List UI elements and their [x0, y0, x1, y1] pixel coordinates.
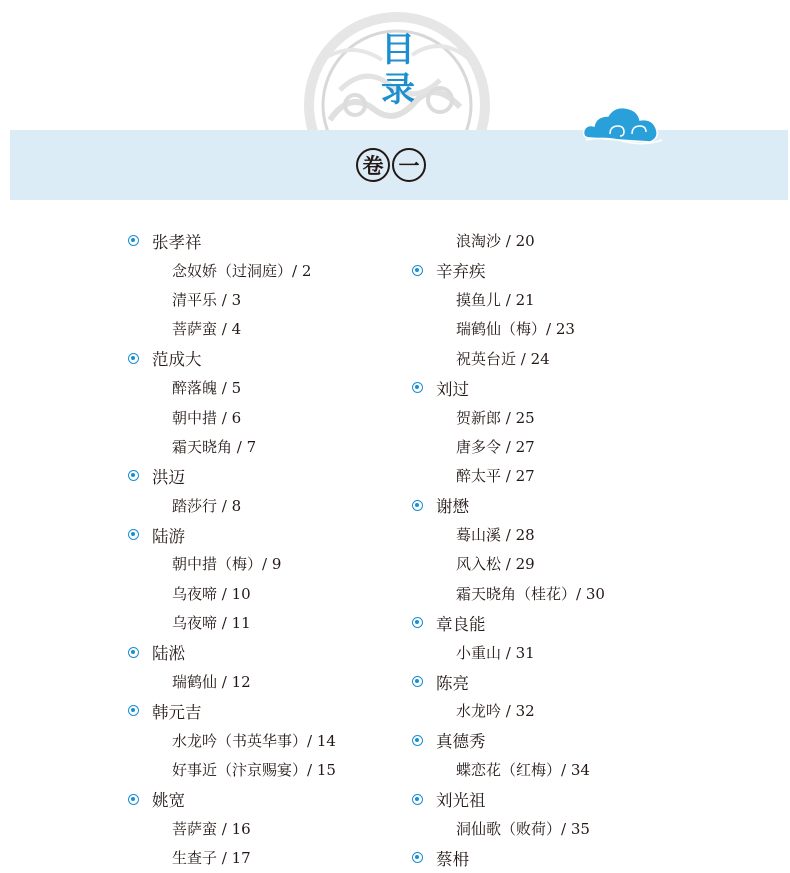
- toc-entry[interactable]: [412, 755, 605, 784]
- toc-entry[interactable]: [412, 226, 605, 255]
- toc-author[interactable]: [128, 696, 336, 725]
- bullet-icon: [128, 647, 139, 658]
- toc-entry-label: 瑞鹤仙（梅）/ 23: [456, 320, 575, 339]
- toc-entry[interactable]: [128, 755, 336, 784]
- toc-entry[interactable]: [412, 520, 605, 549]
- toc-entry[interactable]: [128, 432, 336, 461]
- toc-entry[interactable]: [128, 549, 336, 578]
- toc-entry[interactable]: [412, 461, 605, 490]
- toc-entry-label: 朝中措（梅）/ 9: [172, 555, 282, 574]
- volume-badge: 一: [392, 148, 426, 182]
- bullet-icon: [128, 529, 139, 540]
- toc-entry-label: 贺新郎 / 25: [456, 408, 535, 427]
- toc-entry[interactable]: [412, 402, 605, 431]
- toc-author-label: 刘过: [436, 379, 469, 399]
- bullet-icon: [412, 265, 423, 276]
- page-title-char: 目: [381, 30, 415, 70]
- toc-entry[interactable]: [128, 726, 336, 755]
- toc-entry[interactable]: [128, 373, 336, 402]
- toc-author-label: 辛弃疾: [436, 262, 486, 282]
- bullet-icon: [128, 705, 139, 716]
- toc-entry-label: 祝英台近 / 24: [456, 349, 550, 368]
- toc-author-label: 张孝祥: [152, 232, 202, 252]
- toc-author[interactable]: [412, 667, 605, 696]
- toc-entry-label: 好事近（汴京赐宴）/ 15: [172, 761, 336, 780]
- toc-entry-label: 菩萨蛮 / 16: [172, 820, 251, 838]
- toc-entry[interactable]: [128, 579, 336, 608]
- toc-author[interactable]: [412, 784, 605, 813]
- toc-entry-label: 瑞鹤仙 / 12: [172, 673, 251, 692]
- toc-entry-label: 醉太平 / 27: [456, 467, 535, 486]
- toc-author-label: 章良能: [436, 614, 486, 634]
- toc-entry-label: 乌夜啼 / 10: [172, 584, 251, 603]
- toc-entry[interactable]: [412, 637, 605, 666]
- toc-author-label: 洪迈: [152, 467, 185, 487]
- bullet-icon: [128, 470, 139, 481]
- toc-entry[interactable]: [128, 255, 336, 284]
- toc-entry[interactable]: [128, 843, 336, 872]
- bullet-icon: [412, 794, 423, 805]
- volume-badge: 卷: [356, 148, 390, 182]
- toc-author[interactable]: [128, 637, 336, 666]
- toc-right-column: [412, 226, 605, 873]
- toc-entry-label: 菩萨蛮 / 4: [172, 320, 242, 339]
- page-title: [378, 30, 418, 110]
- toc-entry[interactable]: [412, 696, 605, 725]
- toc-entry[interactable]: [412, 549, 605, 578]
- toc-author-label: 陆游: [152, 526, 185, 546]
- bullet-icon: [412, 735, 423, 746]
- toc-author[interactable]: [412, 373, 605, 402]
- toc-entry-label: 生查子 / 17: [172, 849, 251, 868]
- bullet-icon: [128, 235, 139, 246]
- toc-entry[interactable]: [128, 608, 336, 637]
- toc-author[interactable]: [412, 255, 605, 284]
- toc-author[interactable]: [128, 784, 336, 813]
- toc-entry-label: 洞仙歌（败荷）/ 35: [456, 820, 590, 838]
- toc-author-label: 谢懋: [436, 497, 469, 517]
- toc-author[interactable]: [128, 461, 336, 490]
- toc-entry-label: 浪淘沙 / 20: [456, 232, 535, 251]
- toc-entry-label: 念奴娇（过洞庭）/ 2: [172, 261, 312, 280]
- toc-author[interactable]: [412, 726, 605, 755]
- toc-author[interactable]: [128, 344, 336, 373]
- bullet-icon: [128, 353, 139, 364]
- toc-entry[interactable]: [412, 579, 605, 608]
- toc-entry[interactable]: [128, 314, 336, 343]
- toc-entry-label: 风入松 / 29: [456, 555, 535, 574]
- toc-left-column: [128, 226, 336, 873]
- toc-entry[interactable]: [412, 285, 605, 314]
- toc-entry[interactable]: [412, 314, 605, 343]
- toc-entry[interactable]: [128, 491, 336, 520]
- toc-entry-label: 醉落魄 / 5: [172, 379, 242, 398]
- volume-title: [356, 148, 426, 182]
- toc-author-label: 姚宽: [152, 791, 185, 811]
- toc-entry-label: 清平乐 / 3: [172, 290, 242, 309]
- cloud-icon: [580, 104, 664, 150]
- toc-author[interactable]: [128, 520, 336, 549]
- toc-entry-label: 霜天晓角 / 7: [172, 437, 257, 456]
- toc-entry[interactable]: [412, 432, 605, 461]
- toc-entry[interactable]: [412, 814, 605, 843]
- toc-entry-label: 踏莎行 / 8: [172, 496, 242, 515]
- toc-author-label: 韩元吉: [152, 702, 202, 722]
- toc-entry-label: 水龙吟 / 32: [456, 702, 535, 721]
- bullet-icon: [412, 617, 423, 628]
- bullet-icon: [128, 794, 139, 805]
- toc-entry-label: 摸鱼儿 / 21: [456, 290, 535, 309]
- toc-author-label: 真德秀: [436, 732, 486, 752]
- bullet-icon: [412, 500, 423, 511]
- toc-author[interactable]: [128, 226, 336, 255]
- toc-entry-label: 乌夜啼 / 11: [172, 614, 251, 633]
- toc-entry-label: 小重山 / 31: [456, 643, 535, 662]
- toc-entry-label: 蓦山溪 / 28: [456, 526, 535, 545]
- toc-author[interactable]: [412, 843, 605, 872]
- toc-author-label: 刘光祖: [436, 791, 486, 811]
- toc-entry[interactable]: [128, 667, 336, 696]
- toc-entry[interactable]: [128, 285, 336, 314]
- bullet-icon: [412, 382, 423, 393]
- toc-entry[interactable]: [412, 344, 605, 373]
- toc-author-label: 陈亮: [436, 673, 469, 693]
- toc-author-label: 陆淞: [152, 644, 185, 664]
- toc-entry-label: 朝中措 / 6: [172, 408, 242, 427]
- toc-entry-label: 霜天晓角（桂花）/ 30: [456, 584, 605, 603]
- toc-author[interactable]: [412, 491, 605, 520]
- toc-author-label: 范成大: [152, 350, 202, 370]
- toc-entry[interactable]: [128, 402, 336, 431]
- toc-entry-label: 蝶恋花（红梅）/ 34: [456, 761, 590, 780]
- bullet-icon: [412, 676, 423, 687]
- toc-entry[interactable]: [128, 814, 336, 843]
- toc-author-label: 蔡枏: [436, 849, 469, 869]
- toc-entry-label: 水龙吟（书英华事）/ 14: [172, 731, 336, 750]
- page-title-char: 录: [381, 70, 415, 110]
- toc-entry-label: 唐多令 / 27: [456, 437, 535, 456]
- toc-author[interactable]: [412, 608, 605, 637]
